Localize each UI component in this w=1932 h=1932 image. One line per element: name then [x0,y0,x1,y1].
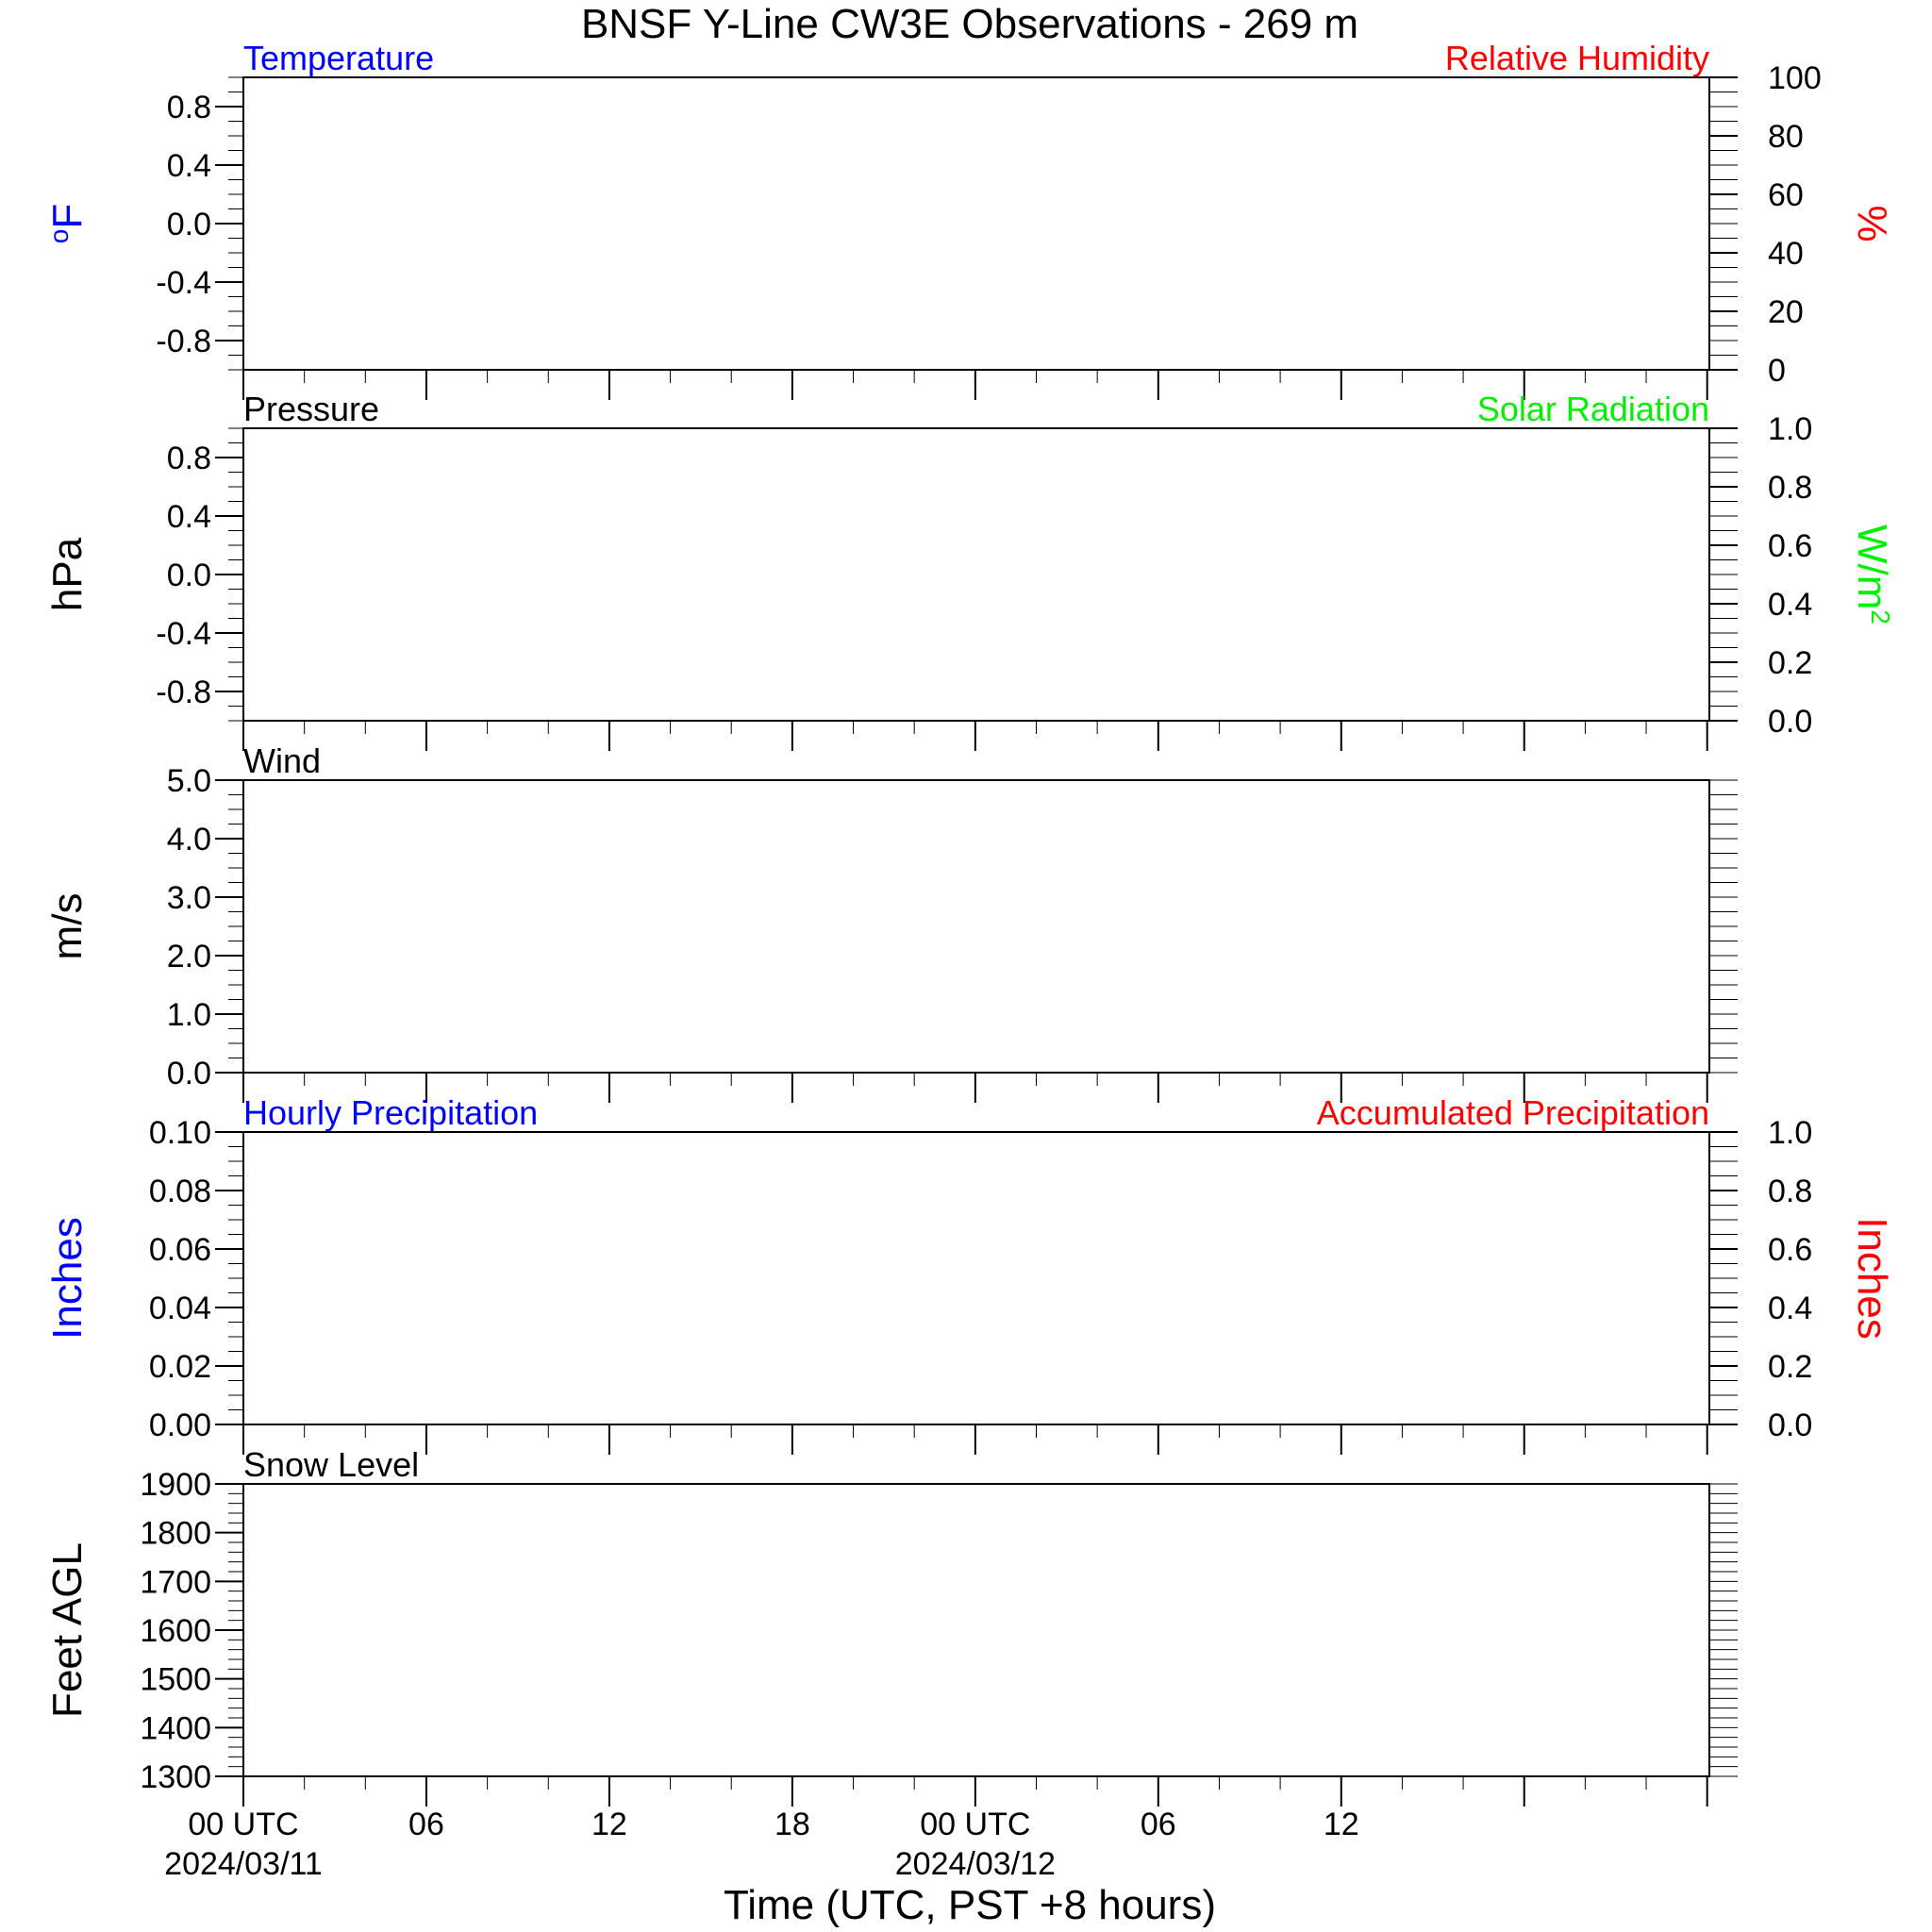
right-tick-label: 20 [1768,294,1804,330]
panel-left-title: Snow Level [243,1445,420,1484]
x-tick-label: 00 UTC [188,1807,299,1842]
left-tick-label: 0.0 [166,1056,211,1091]
left-tick-label: -0.4 [156,616,211,652]
x-axis-tick-labels [164,1807,1358,1882]
left-tick-label: 0.10 [148,1115,211,1151]
right-tick-label: 1.0 [1768,411,1813,447]
plot-frame [243,77,1709,370]
right-tick-label: 0.8 [1768,470,1813,506]
left-tick-label: 1300 [140,1759,211,1795]
x-tick-date-label: 2024/03/12 [894,1846,1056,1882]
left-tick-label: 0.0 [166,558,211,593]
panel-temperature-humidity [44,39,1895,400]
left-axis-label-main: F [44,203,91,229]
x-tick-date-label: 2024/03/11 [164,1846,323,1882]
left-axis-label: Inches [44,1217,91,1340]
left-axis-label: Feet AGL [44,1542,91,1718]
right-axis-label [1849,525,1895,625]
panel-wind [44,741,1738,1103]
left-tick-label: -0.8 [156,675,211,710]
left-tick-label: 2.0 [166,939,211,974]
right-tick-label: 0.4 [1768,1291,1813,1326]
left-tick-label: 1.0 [166,997,211,1033]
panel-right-title: Relative Humidity [1444,39,1709,77]
right-axis-label-main: % [1849,205,1895,242]
plot-frame [243,1132,1709,1424]
left-tick-label: 1500 [140,1661,211,1698]
right-tick-label: 0.4 [1768,587,1813,623]
left-tick-label: 0.8 [166,90,211,125]
right-axis-label [1849,1217,1895,1340]
plot-frame [243,1484,1709,1776]
left-tick-label: 0.4 [166,499,211,535]
left-tick-label: -0.4 [156,265,211,301]
panels [44,39,1895,1807]
right-tick-label: 1.0 [1768,1115,1813,1151]
right-tick-label: 0.2 [1768,1349,1813,1385]
right-tick-label: 0.6 [1768,1232,1813,1268]
left-axis-label: hPa [44,537,91,612]
x-tick-label: 06 [1140,1807,1176,1842]
right-tick-label: 60 [1768,177,1804,213]
panel-snow-level [44,1445,1738,1807]
panel-left-title: Hourly Precipitation [243,1093,539,1132]
left-tick-label: 5.0 [166,763,211,799]
panel-right-title: Accumulated Precipitation [1316,1093,1709,1132]
right-axis-label [1849,205,1895,242]
left-tick-label: 0.02 [148,1349,211,1385]
left-tick-label: -0.8 [156,324,211,359]
x-axis-label: Time (UTC, PST +8 hours) [723,1882,1217,1928]
right-tick-label: 0.0 [1768,1407,1813,1443]
x-tick-label: 12 [591,1807,627,1842]
left-tick-label: 1800 [140,1515,211,1552]
panel-left-title: Wind [243,741,322,780]
panel-precipitation [44,1093,1895,1455]
left-tick-label: 0.8 [166,441,211,476]
x-tick-label: 18 [774,1807,810,1842]
left-tick-label: 0.06 [148,1232,211,1268]
left-tick-label: 4.0 [166,822,211,858]
right-tick-label: 0.2 [1768,645,1813,681]
right-tick-label: 100 [1768,60,1822,96]
left-tick-label: 0.04 [148,1291,211,1326]
right-tick-label: 0.6 [1768,528,1813,564]
left-tick-label: 0.0 [166,207,211,242]
x-tick-label: 06 [408,1807,444,1842]
left-tick-label: 1400 [140,1710,211,1747]
left-axis-label: m/s [44,892,91,960]
left-tick-label: 1700 [140,1564,211,1601]
left-tick-label: 0.00 [148,1407,211,1443]
right-axis-label-main: Inches [1849,1217,1895,1340]
panel-left-title: Pressure [243,390,380,428]
right-axis-label-superscript: 2 [1866,609,1895,625]
right-axis-label-main: W/m [1849,525,1895,610]
left-tick-label: 1900 [140,1467,211,1503]
right-tick-label: 0.8 [1768,1174,1813,1209]
x-tick-label: 00 UTC [920,1807,1031,1842]
left-axis-label-superscript: o [44,228,74,244]
right-tick-label: 0.0 [1768,704,1813,740]
left-tick-label: 0.4 [166,148,211,184]
right-tick-label: 40 [1768,236,1804,272]
left-tick-label: 3.0 [166,880,211,916]
left-axis-label [44,204,91,243]
left-tick-label: 1600 [140,1613,211,1649]
right-tick-label: 0 [1768,353,1786,389]
right-tick-label: 80 [1768,119,1804,155]
chart-title: BNSF Y-Line CW3E Observations - 269 m [580,1,1359,47]
plot-frame [243,780,1709,1073]
panel-left-title: Temperature [243,39,435,77]
plot-frame [243,428,1709,721]
panel-right-title: Solar Radiation [1476,390,1709,428]
panel-pressure-solar [44,390,1895,751]
x-tick-label: 12 [1323,1807,1359,1842]
left-tick-label: 0.08 [148,1174,211,1209]
